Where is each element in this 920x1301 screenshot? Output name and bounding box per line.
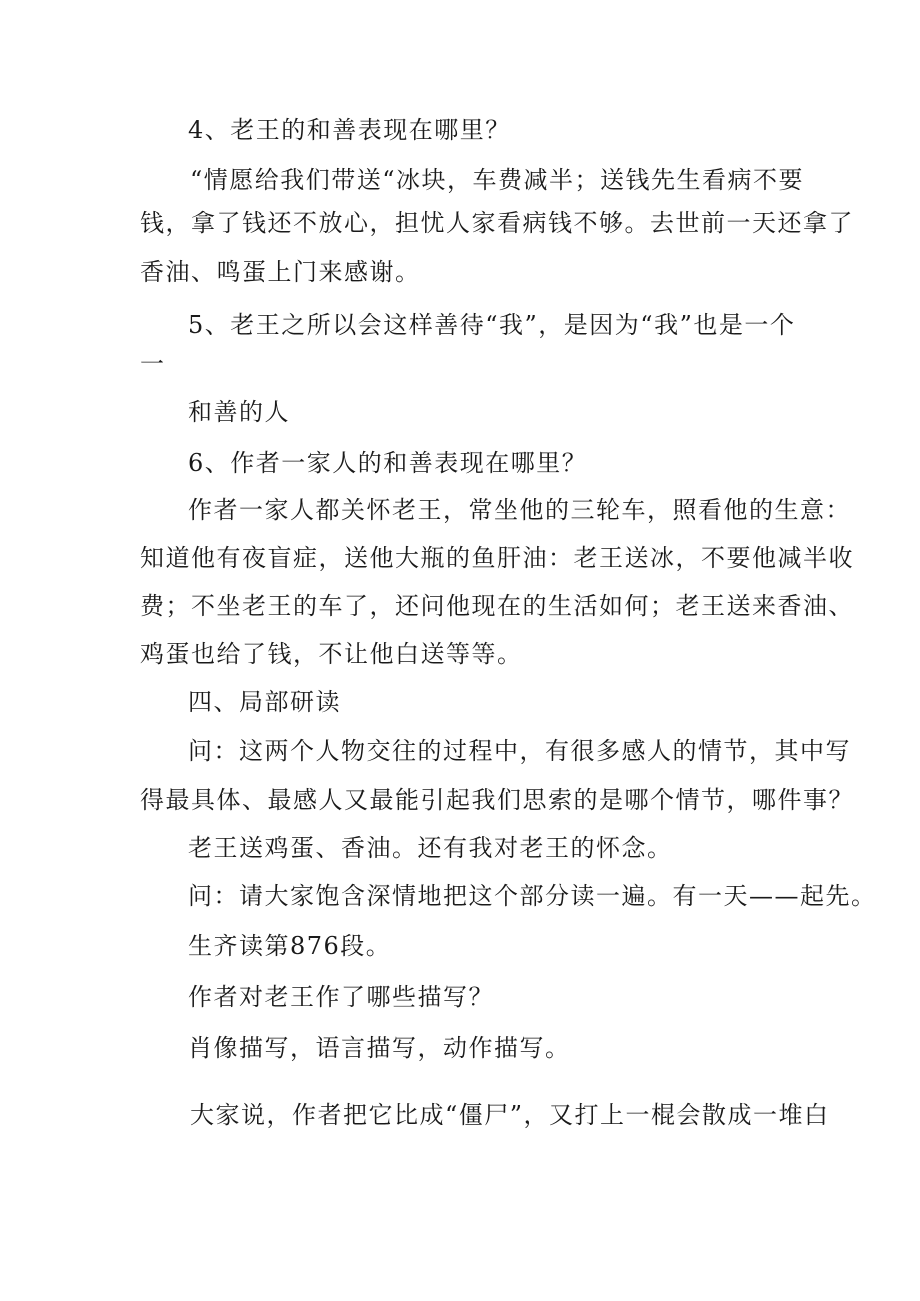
question-line-1: 问：这两个人物交往的过程中，有很多感人的情节，其中写: [188, 737, 851, 765]
discussion-line: 大家说，作者把它比成“僵尸”，又打上一棍会散成一堆白: [190, 1101, 830, 1129]
answer-4-line-1: “情愿给我们带送“冰块，车费减半；送钱先生看病不要: [190, 166, 805, 194]
question-6: 6、作者一家人的和善表现在哪里？: [188, 449, 588, 477]
question-4: 4、老王的和善表现在哪里？: [188, 116, 511, 144]
answer-description: 肖像描写，语言描写，动作描写。: [188, 1034, 571, 1062]
answer-5-dash: 一: [140, 350, 166, 378]
reading-instruction: 问：请大家饱含深情地把这个部分读一遍。有一天——起先。: [188, 882, 877, 910]
section-heading: 四、局部研读: [188, 688, 341, 716]
question-5: 5、老王之所以会这样善待“我”，是因为“我”也是一个: [188, 311, 796, 339]
reading-paragraphs: 生齐读第876段。: [188, 932, 392, 960]
answer-6-line-4: 鸡蛋也给了钱，不让他白送等等。: [140, 640, 523, 668]
answer-6-line-1: 作者一家人都关怀老王，常坐他的三轮车，照看他的生意：: [188, 496, 851, 524]
question-description: 作者对老王作了哪些描写？: [188, 983, 494, 1011]
answer-4-line-3: 香油、鸣蛋上门来感谢。: [140, 258, 421, 286]
answer-5: 和善的人: [188, 398, 290, 426]
answer-line: 老王送鸡蛋、香油。还有我对老王的怀念。: [188, 834, 673, 862]
question-line-2: 得最具体、最感人又最能引起我们思索的是哪个情节，哪件事？: [140, 786, 854, 814]
answer-4-line-2: 钱，拿了钱还不放心，担忧人家看病钱不够。去世前一天还拿了: [140, 209, 854, 237]
answer-6-line-3: 费；不坐老王的车了，还问他现在的生活如何；老王送来香油、: [140, 592, 854, 620]
answer-6-line-2: 知道他有夜盲症，送他大瓶的鱼肝油：老王送冰，不要他减半收: [140, 544, 854, 572]
